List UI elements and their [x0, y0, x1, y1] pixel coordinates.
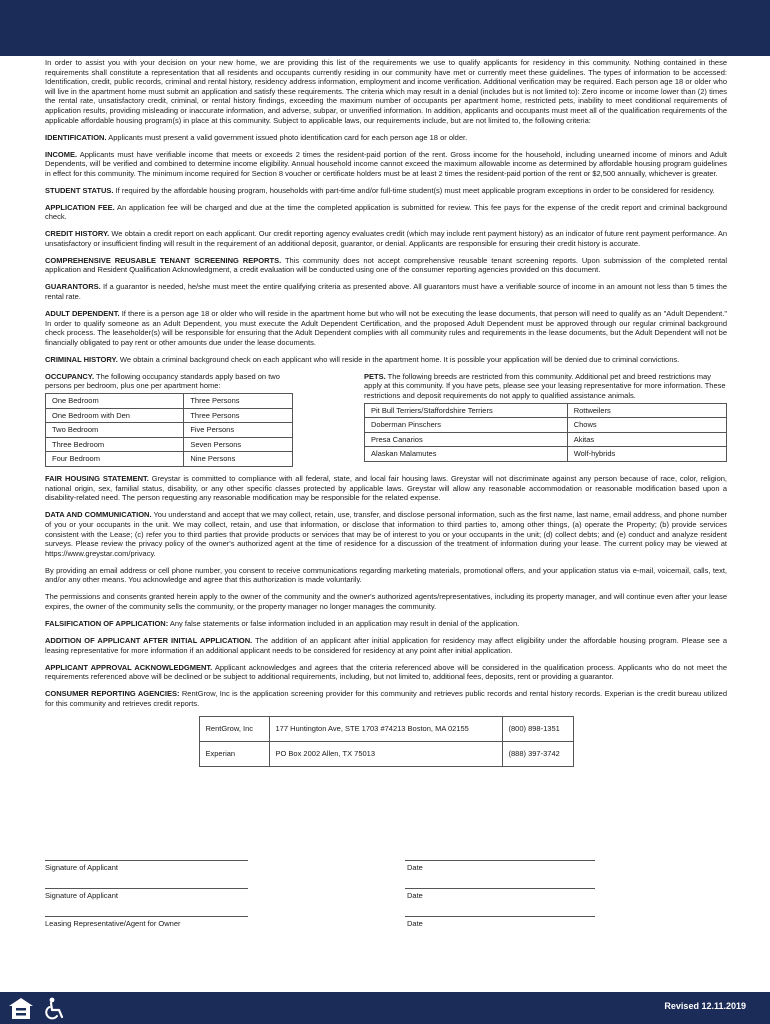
agency-contacts-table: [199, 716, 574, 767]
table-row: [46, 393, 293, 408]
fair-housing-section: [45, 474, 727, 503]
criminal-history-section: [45, 355, 727, 365]
date-line[interactable]: [405, 888, 595, 889]
section-text: We obtain a credit report on each applicant. Our credit reporting agency evaluates credit (which may include rent payment history) as an indicator of future rent payment performance. An unsatisfactory or insufficient finding will result in the requirement of an additional deposit, guarantor, or denial. Applicants are responsible for ensuring their credit history is accurate.: [45, 229, 727, 248]
approval-acknowledgment-section: [45, 663, 727, 682]
table-row: [365, 418, 727, 433]
student-status-section: [45, 186, 727, 196]
table-cell: Presa Canarios: [365, 432, 568, 447]
table-row: [199, 716, 573, 741]
table-cell: Three Bedroom: [46, 437, 184, 452]
table-cell: Akitas: [567, 432, 726, 447]
occupancy-pets-columns: [45, 372, 727, 467]
table-cell: Three Persons: [184, 408, 293, 423]
date-line[interactable]: [405, 860, 595, 861]
agency-address: PO Box 2002 Allen, TX 75013: [269, 741, 502, 766]
signature-label: Signature of Applicant: [45, 891, 118, 900]
section-text: This community does not accept comprehensive reusable tenant screening reports. Upon submission of the completed rental application and Resident Qualification Acknowledgment, a credit evaluation will be conducted using one of the consumer reporting agencies provided on this document.: [45, 255, 727, 275]
table-row: [365, 403, 727, 418]
signature-label: Signature of Applicant: [45, 863, 118, 872]
intro-paragraph: In order to assist you with your decision on your new home, we are providing this list of the requirements we use to qualify applicants for residency in this community. Nothing contained in these requirements shall constitute a representation that all residents and occupants currently residing in our community have met or currently meet these guidelines. The types of information to be accessed: Identification, credit, public records, criminal and rental history, residency address information, employment and income verification. Additional verification may be required. Each person age 18 or older who will live in the apartment home must submit an application and satisfy these requirements. The criteria which may result in a denial (includes but is not limited to): Zero income or income lower than (2) times the rental rate, unsatisfactory credit, criminal, or rental history findings, exceeding the maximum number of occupants per apartment home, restricted pets, inability to meet conditional requirements of application results, providing misleading or inaccurate information, and adverse, subpar, or unverified information. In addition, applicants and occupants must meet all of the qualification requirements of the applicable affordable housing program(s) in place at this community. Subject to applicable laws, our requirements include, but are not limited to, the following criteria:: [45, 58, 727, 125]
section-heading: APPLICATION FEE.: [45, 202, 115, 212]
section-text: Greystar is committed to compliance with all federal, state, and local fair housing laws. Greystar will not discriminate against any person because of race, color, religion, national origin, sex, familial status, disability, or any other specific classes protected by applicable laws. Greystar will allow any reasonable accommodation or reasonable modification based upon a disability-related need. The person requesting any reasonable modification may be responsible for the related expense.: [45, 474, 727, 503]
table-cell: Five Persons: [184, 423, 293, 438]
signature-row[interactable]: [45, 916, 727, 932]
section-heading: IDENTIFICATION.: [45, 132, 107, 142]
section-heading: STUDENT STATUS.: [45, 185, 114, 195]
signature-line[interactable]: [45, 860, 248, 861]
falsification-section: [45, 619, 727, 629]
equal-housing-opportunity-icon: [7, 996, 35, 1022]
section-heading: CRIMINAL HISTORY.: [45, 354, 118, 364]
table-cell: Rottweilers: [567, 403, 726, 418]
section-heading: CONSUMER REPORTING AGENCIES:: [45, 689, 180, 699]
table-cell: Doberman Pinschers: [365, 418, 568, 433]
pets-section: [364, 372, 727, 467]
table-cell: One Bedroom with Den: [46, 408, 184, 423]
agency-phone: (800) 898-1351: [502, 716, 573, 741]
date-line[interactable]: [405, 916, 595, 917]
restricted-breeds-table: [364, 403, 727, 462]
table-row: [46, 437, 293, 452]
addition-of-applicant-section: [45, 636, 727, 655]
table-row: [46, 423, 293, 438]
agency-name: RentGrow, Inc: [199, 716, 269, 741]
section-text: RentGrow, Inc is the application screening provider for this community and retrieves public records and rental history records. Experian is the credit bureau utilized for this community and retrieves credit reports.: [45, 689, 727, 708]
signature-line[interactable]: [45, 888, 248, 889]
section-text: Applicants must have verifiable income that meets or exceeds 2 times the resident-paid portion of the rent. Gross income for the household, including unearned income of minors and Adult Dependents, will be verified and combined to determine income eligibility. Annual household income cannot exceed the maximum allowable income as determined by affordable housing program guidelines in effect for this community. The minimum income required for Section 8 voucher or certificate holders must be at least 2 times the resident-paid portion of the rent or $2,500 annually, whichever is greater.: [45, 149, 727, 178]
comprehensive-screening-section: [45, 256, 727, 275]
table-row: [46, 408, 293, 423]
table-cell: Wolf-hybrids: [567, 447, 726, 462]
section-heading: OCCUPANCY.: [45, 371, 95, 381]
section-heading: FAIR HOUSING STATEMENT.: [45, 474, 149, 484]
section-heading: PETS.: [364, 371, 386, 381]
date-label: Date: [407, 863, 423, 872]
section-heading: ADULT DEPENDENT.: [45, 309, 120, 318]
permissions-paragraph: The permissions and consents granted herein apply to the owner of the community and the owner's authorized agents/representatives, including its property manager, and will continue even after your lease expires, the owner of the community sells the community, or the property manager no longer manages the community.: [45, 592, 727, 611]
section-text: Applicants must present a valid government issued photo identification card for each person age 18 or older.: [106, 132, 468, 142]
section-text: Any false statements or false information included in an application may result in denial of the application.: [168, 618, 520, 628]
agency-phone: (888) 397-3742: [502, 741, 573, 766]
table-cell: Chows: [567, 418, 726, 433]
table-row: [365, 447, 727, 462]
identification-section: [45, 133, 727, 143]
adult-dependent-section: [45, 309, 727, 347]
revision-date: Revised 12.11.2019: [664, 1001, 746, 1011]
table-cell: Two Bedroom: [46, 423, 184, 438]
date-label: Date: [407, 891, 423, 900]
wheelchair-accessible-icon: [40, 996, 68, 1022]
occupancy-section: [45, 372, 293, 467]
data-communication-section: [45, 510, 727, 558]
occupancy-lead: [45, 372, 293, 391]
section-text: The following occupancy standards apply based on two persons per bedroom, plus one per apartment home:: [45, 371, 280, 391]
table-cell: One Bedroom: [46, 393, 184, 408]
date-label: Date: [407, 919, 423, 928]
occupancy-table: [45, 393, 293, 467]
page-title: Resident Qualification Acknowledgment: [219, 30, 551, 49]
section-heading: GUARANTORS.: [45, 282, 101, 292]
section-text: The following breeds are restricted from this community. Additional pet and breed restrictions may apply at this community. If you have pets, please see your leasing representative for more information. These restrictions and deposit requirements do not apply to qualified assistance animals.: [364, 371, 726, 400]
signature-label: Leasing Representative/Agent for Owner: [45, 919, 181, 928]
section-text: If a guarantor is needed, he/she must meet the entire qualifying criteria as presented above. All guarantors must have a verifiable source of income in an amount not less than 5 times the rental rate.: [45, 282, 727, 302]
table-cell: Seven Persons: [184, 437, 293, 452]
agency-address: 177 Huntington Ave, STE 1703 #74213 Boston, MA 02155: [269, 716, 502, 741]
section-text: An application fee will be charged and due at the time the completed application is submitted for review. This fee pays for the expense of the credit report and criminal background check.: [45, 202, 728, 222]
table-row: [46, 452, 293, 467]
section-heading: DATA AND COMMUNICATION.: [45, 510, 152, 520]
table-row: [365, 432, 727, 447]
signature-row[interactable]: [45, 888, 727, 904]
table-cell: Three Persons: [184, 393, 293, 408]
agency-name: Experian: [199, 741, 269, 766]
section-text: If required by the affordable housing program, households with part-time and/or full-time student(s) must meet applicable program exceptions in order to be considered for residency.: [113, 185, 715, 195]
signature-row[interactable]: [45, 860, 727, 876]
table-row: [199, 741, 573, 766]
section-heading: CREDIT HISTORY.: [45, 229, 110, 239]
income-section: [45, 150, 727, 179]
pets-lead: [364, 372, 727, 401]
footer-bar: [0, 992, 770, 1024]
consumer-reporting-agencies-section: [45, 689, 727, 708]
section-heading: FALSIFICATION OF APPLICATION:: [45, 618, 169, 628]
table-cell: Nine Persons: [184, 452, 293, 467]
section-text: If there is a person age 18 or older who will reside in the apartment home but who will not be executing the lease documents, that person will need to qualify as an "Adult Dependent." In order to qualify someone as an Adult Dependent, you must execute the Adult Dependent Certification, and the proposed Adult Dependent must be approved through our regular criminal background check process. The leaseholder(s) will be responsible for ensuring that the Adult Dependent complies with all community rules and requirements in the lease documents, but the Adult Dependent will not be financially obligated to pay rent or other amounts due under the lease documents.: [45, 309, 727, 347]
section-heading: ADDITION OF APPLICANT AFTER INITIAL APPLICATION.: [45, 635, 253, 645]
application-fee-section: [45, 203, 727, 222]
section-text: You understand and accept that we may collect, retain, use, transfer, and disclose personal information, such as the first name, last name, email address, and phone number of you or your occupants in the unit. We may collect, retain, and use that information, or disclose that information to third parties to, among other things, (a) operate the Property; (b) provide services consistent with the Lease; (c) refer you to third parties that provide products or services that may be of interest to you or your occupants in the unit; (d) collect debts; and (e) conduct and analyze resident surveys. Please review the privacy policy of the owner's authorized agent at the time of residence for a discussion of the treatment of information during your lease. The current policy may be viewed at https://www.greystar.com/privacy.: [45, 510, 727, 558]
credit-history-section: [45, 229, 727, 248]
table-cell: Pit Bull Terriers/Staffordshire Terriers: [365, 403, 568, 418]
guarantors-section: [45, 282, 727, 301]
section-heading: COMPREHENSIVE REUSABLE TENANT SCREENING REPORTS.: [45, 255, 282, 265]
table-cell: Alaskan Malamutes: [365, 447, 568, 462]
section-heading: INCOME.: [45, 149, 78, 159]
section-text: Applicant acknowledges and agrees that the criteria referenced above will be considered in the qualification process. Applicants who do not meet the requirements referenced above will be declined or be subject to additional requirements, including, but not limited to, additional fees, deposits, rent or providing a guarantor.: [45, 662, 727, 682]
section-text: The addition of an applicant after initial application for residency may affect eligibility under the affordable housing program. Please see a leasing representative for more information if an additional applicant needs to be considered for residency at any point after initial application.: [45, 635, 727, 655]
section-text: We obtain a criminal background check on each applicant who will reside in the apartment home. It is possible your application will be denied due to criminal convictions.: [117, 354, 680, 364]
signature-line[interactable]: [45, 916, 248, 917]
document-body: [45, 58, 727, 767]
consent-paragraph: By providing an email address or cell phone number, you consent to receive communications regarding marketing materials, promotional offers, and your application status via e-mail, voicemail, calls, text, and/or any other means. You acknowledge and agree that this authorization is made voluntarily.: [45, 565, 727, 585]
table-cell: Four Bedroom: [46, 452, 184, 467]
section-heading: APPLICANT APPROVAL ACKNOWLEDGMENT.: [45, 662, 213, 672]
